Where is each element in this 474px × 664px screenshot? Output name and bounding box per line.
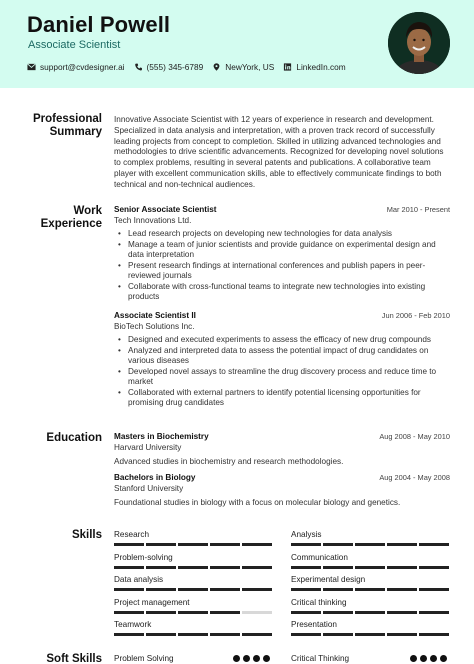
rating-dot <box>430 655 437 662</box>
skill-label: Project management <box>114 597 190 607</box>
mail-icon <box>27 63 36 71</box>
skill-level-segment <box>387 566 417 569</box>
section-title-education: Education <box>46 432 102 444</box>
skill-level-bar <box>291 633 449 636</box>
list-item: • Manage a team of junior scientists and provide guidance on experimental design and data interpretation <box>128 240 446 261</box>
job-company-1: Tech Innovations Ltd. <box>114 216 192 225</box>
skill-level-segment <box>355 633 385 636</box>
skill-level-segment <box>210 633 240 636</box>
candidate-name: Daniel Powell <box>27 12 171 37</box>
skill-level-segment <box>178 633 208 636</box>
linkedin-icon <box>283 63 292 71</box>
skill-level-segment <box>114 633 144 636</box>
skill-label: Analysis <box>291 530 322 539</box>
skill-level-segment <box>387 633 417 636</box>
skill-level-segment <box>114 588 144 591</box>
edu-desc-1: Advanced studies in biochemistry and research methodologies. <box>114 457 344 466</box>
skill-level-segment <box>323 633 353 636</box>
skill-item <box>291 620 449 636</box>
skill-level-segment <box>242 566 272 569</box>
skill-level-segment <box>355 543 385 546</box>
skill-label: Presentation <box>291 620 337 630</box>
skill-level-segment <box>387 588 417 591</box>
skill-level-segment <box>355 588 385 591</box>
skill-label: Communication <box>291 552 348 562</box>
skill-level-bar <box>291 543 449 546</box>
soft-skill-rating <box>233 655 270 662</box>
rating-dot <box>253 655 260 662</box>
phone-icon <box>134 63 143 71</box>
skill-level-segment <box>355 566 385 569</box>
job-bullets-1 <box>128 229 446 303</box>
soft-skill-label: Problem Solving <box>114 654 174 663</box>
skill-level-bar <box>114 633 272 636</box>
summary-text: Innovative Associate Scientist with 12 years of experience in research and development. Specialized in data analysis and interpretation, with a proven track record of successfully leading projects from concept to completion. Skilled in utilizing advanced technologies and methodologies to drive scientific advancements. Recognized for developing novel solutions to complex problems, resulting in several patents and publications. A collaborative team player with excellent communication skills, able to effectively communicate findings to both technical and non-technical audiences. <box>114 115 444 189</box>
skill-label: Critical thinking <box>291 597 347 607</box>
list-item: • Designed and executed experiments to assess the efficacy of new drug compounds <box>128 335 446 346</box>
edu-degree-1: Masters in Biochemistry <box>114 432 209 441</box>
skill-item <box>114 598 272 614</box>
rating-dot <box>263 655 270 662</box>
skill-level-segment <box>387 611 417 614</box>
skill-item <box>114 530 272 546</box>
skill-level-segment <box>146 611 176 614</box>
skill-level-bar <box>291 611 449 614</box>
skill-level-segment <box>291 543 321 546</box>
skill-level-bar <box>114 588 272 591</box>
skill-level-segment <box>291 588 321 591</box>
skill-level-segment <box>242 543 272 546</box>
rating-dot <box>420 655 427 662</box>
skill-level-bar <box>114 566 272 569</box>
skill-level-segment <box>210 611 240 614</box>
skill-level-segment <box>355 611 385 614</box>
section-title-experience: Work Experience <box>40 205 102 230</box>
skill-label: Experimental design <box>291 575 366 585</box>
edu-desc-2: Foundational studies in biology with a focus on molecular biology and genetics. <box>114 498 401 507</box>
skill-level-segment <box>323 566 353 569</box>
candidate-title: Associate Scientist <box>28 39 121 51</box>
skill-level-segment <box>210 588 240 591</box>
skill-level-segment <box>419 633 449 636</box>
job-title-2: Associate Scientist II <box>114 311 196 320</box>
skill-item <box>114 620 272 636</box>
skill-item <box>114 553 272 569</box>
skill-level-segment <box>419 566 449 569</box>
list-item: • Analyzed and interpreted data to assess the potential impact of drug candidates on various diseases <box>128 346 446 367</box>
contact-bar <box>27 62 355 72</box>
skill-level-segment <box>291 566 321 569</box>
skill-label: Data analysis <box>114 575 164 585</box>
section-title-soft-skills: Soft Skills <box>46 653 102 664</box>
skill-level-segment <box>114 611 144 614</box>
skill-level-segment <box>242 588 272 591</box>
skill-level-segment <box>291 611 321 614</box>
skill-level-segment <box>419 543 449 546</box>
skill-level-bar <box>114 543 272 546</box>
job-dates-2: Jun 2006 - Feb 2010 <box>381 311 450 320</box>
skill-level-segment <box>210 566 240 569</box>
contact-linkedin-text: LinkedIn.com <box>296 62 346 72</box>
skill-level-segment <box>387 543 417 546</box>
skill-level-segment <box>178 566 208 569</box>
job-company-2: BioTech Solutions Inc. <box>114 322 195 331</box>
skill-level-segment <box>419 611 449 614</box>
skill-level-bar <box>291 588 449 591</box>
list-item: • Collaborated with external partners to identify potential licensing opportunities for promising drug candidates <box>128 388 446 409</box>
skill-level-segment <box>178 588 208 591</box>
edu-school-1: Harvard University <box>114 443 182 452</box>
list-item: • Developed novel assays to streamline the drug discovery process and reduce time to market <box>128 367 446 388</box>
skill-level-segment <box>178 543 208 546</box>
edu-school-2: Stanford University <box>114 484 184 493</box>
edu-dates-1: Aug 2008 - May 2010 <box>379 432 450 441</box>
contact-location-text: NewYork, US <box>225 62 275 72</box>
skill-level-segment <box>114 543 144 546</box>
profile-photo <box>388 12 450 74</box>
skill-level-segment <box>114 566 144 569</box>
skill-level-segment <box>146 588 176 591</box>
edu-dates-2: Aug 2004 - May 2008 <box>379 473 450 482</box>
soft-skill-rating <box>410 655 447 662</box>
contact-email-text: support@cvdesigner.ai <box>40 62 125 72</box>
list-item: • Present research findings at international conferences and publish papers in peer-reviewed journals <box>128 261 446 282</box>
list-item: • Lead research projects on developing new technologies for data analysis <box>128 229 446 240</box>
contact-email[interactable] <box>27 62 125 72</box>
skill-level-segment <box>242 611 272 614</box>
section-title-skills: Skills <box>71 529 102 541</box>
skill-level-bar <box>291 566 449 569</box>
edu-degree-2: Bachelors in Biology <box>114 473 196 482</box>
skill-item <box>291 598 449 614</box>
skill-level-segment <box>323 588 353 591</box>
skill-level-segment <box>323 611 353 614</box>
skill-level-segment <box>210 543 240 546</box>
skill-item <box>291 530 449 546</box>
job-dates-1: Mar 2010 - Present <box>386 205 450 214</box>
resume-header <box>0 0 474 88</box>
skill-label: Research <box>114 530 150 539</box>
skill-level-segment <box>146 633 176 636</box>
rating-dot <box>243 655 250 662</box>
contact-phone[interactable] <box>134 62 204 72</box>
skill-level-segment <box>146 543 176 546</box>
rating-dot <box>233 655 240 662</box>
skill-level-segment <box>178 611 208 614</box>
location-pin-icon <box>212 63 221 71</box>
skill-item <box>114 575 272 591</box>
skill-level-segment <box>291 633 321 636</box>
soft-skill-label: Critical Thinking <box>291 654 350 663</box>
contact-phone-text: (555) 345-6789 <box>146 62 204 72</box>
job-title-1: Senior Associate Scientist <box>114 205 217 214</box>
section-title-summary: Professional Summary <box>32 113 102 138</box>
skill-level-bar <box>114 611 272 614</box>
list-item: • Collaborate with cross-functional teams to integrate new technologies into existing products <box>128 282 446 303</box>
contact-location <box>212 62 274 72</box>
skill-level-segment <box>419 588 449 591</box>
skill-label: Teamwork <box>114 620 152 630</box>
skill-item <box>291 575 449 591</box>
rating-dot <box>440 655 447 662</box>
skill-level-segment <box>323 543 353 546</box>
skill-level-segment <box>242 633 272 636</box>
skill-level-segment <box>146 566 176 569</box>
skill-label: Problem-solving <box>114 552 173 562</box>
job-bullets-2 <box>128 335 446 409</box>
rating-dot <box>410 655 417 662</box>
contact-linkedin[interactable] <box>283 62 345 72</box>
skill-item <box>291 553 449 569</box>
